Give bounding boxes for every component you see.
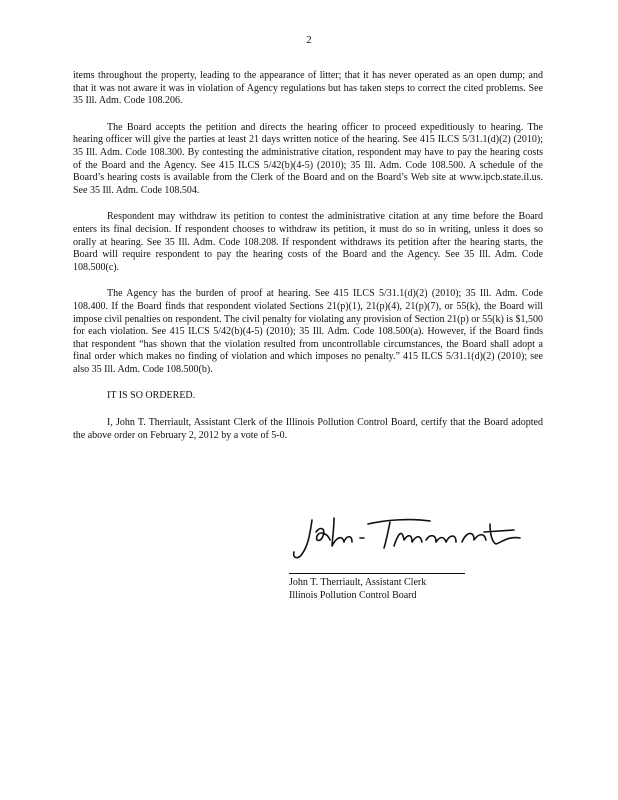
signer-name-title: John T. Therriault, Assistant Clerk (289, 577, 427, 588)
paragraph-continuation: items throughout the property, leading to the appearance of litter; that it has never operated as an open dump; and that it was not aware it was in violation of Agency regulations but has taken steps to correct the cited problems. See 35 Ill. Adm. Code 108.206. (73, 70, 543, 107)
handwritten-signature (290, 512, 530, 567)
page-number: 2 (306, 34, 312, 46)
signature-line (289, 573, 465, 574)
paragraph-withdrawal: Respondent may withdraw its petition to contest the administrative citation at any time before the Board enters its final decision. If respondent chooses to withdraw its petition, it must do so in writing, unless it does so orally at hearing. See 35 Ill. Adm. Code 108.208. If respondent withdraws its petition after the hearing starts, the Board will require respondent to pay the hearing costs of the Board and the Agency. See 35 Ill. Adm. Code 108.500(c). (73, 211, 543, 273)
signer-organization: Illinois Pollution Control Board (289, 589, 417, 601)
document-body (73, 70, 543, 456)
ordered-statement: IT IS SO ORDERED. (107, 390, 196, 402)
paragraph-hearing: The Board accepts the petition and directs the hearing officer to proceed expeditiously to hearing. The hearing officer will give the parties at least 21 days written notice of the hearing. See 415 ILCS 5/31.1(d)(2) (2010); 35 Ill. Adm. Code 108.300. By contesting the administrative citation, respondent may have to pay the hearing costs of the Board and the Agency. See 415 ILCS 5/42(b)(4-5) (2010); 35 Ill. Adm. Code 108.500. A schedule of the Board’s hearing costs is available from the Clerk of the Board and on the Board’s Web site at www.ipcb.state.il.us. See 35 Ill. Adm. Code 108.504. (73, 121, 543, 196)
paragraph-burden-of-proof: The Agency has the burden of proof at hearing. See 415 ILCS 5/31.1(d)(2) (2010); 35 Ill. Adm. Code 108.400. If the Board finds that respondent violated Sections 21(p)(1), 21(p)(4), 21(p)(7), or 55(k), the Board will impose civil penalties on respondent. The civil penalty for violating any provision of Section 21(p) or 55(k) is $1,500 for each violation. See 415 ILCS 5/42(b)(4-5) (2010); 35 Ill. Adm. Code 108.500(a). However, if the Board finds that respondent “has shown that the violation resulted from uncontrollable circumstances, the Board shall adopt a final order which makes no finding of violation and which imposes no penalty.” 415 ILCS 5/31.1(d)(2) (2010); see also 35 Ill. Adm. Code 108.500(b). (73, 288, 543, 375)
certification-paragraph: I, John T. Therriault, Assistant Clerk of the Illinois Pollution Control Board, certify that the Board adopted the above order on February 2, 2012 by a vote of 5-0. (73, 417, 543, 441)
signature-block (289, 577, 426, 602)
